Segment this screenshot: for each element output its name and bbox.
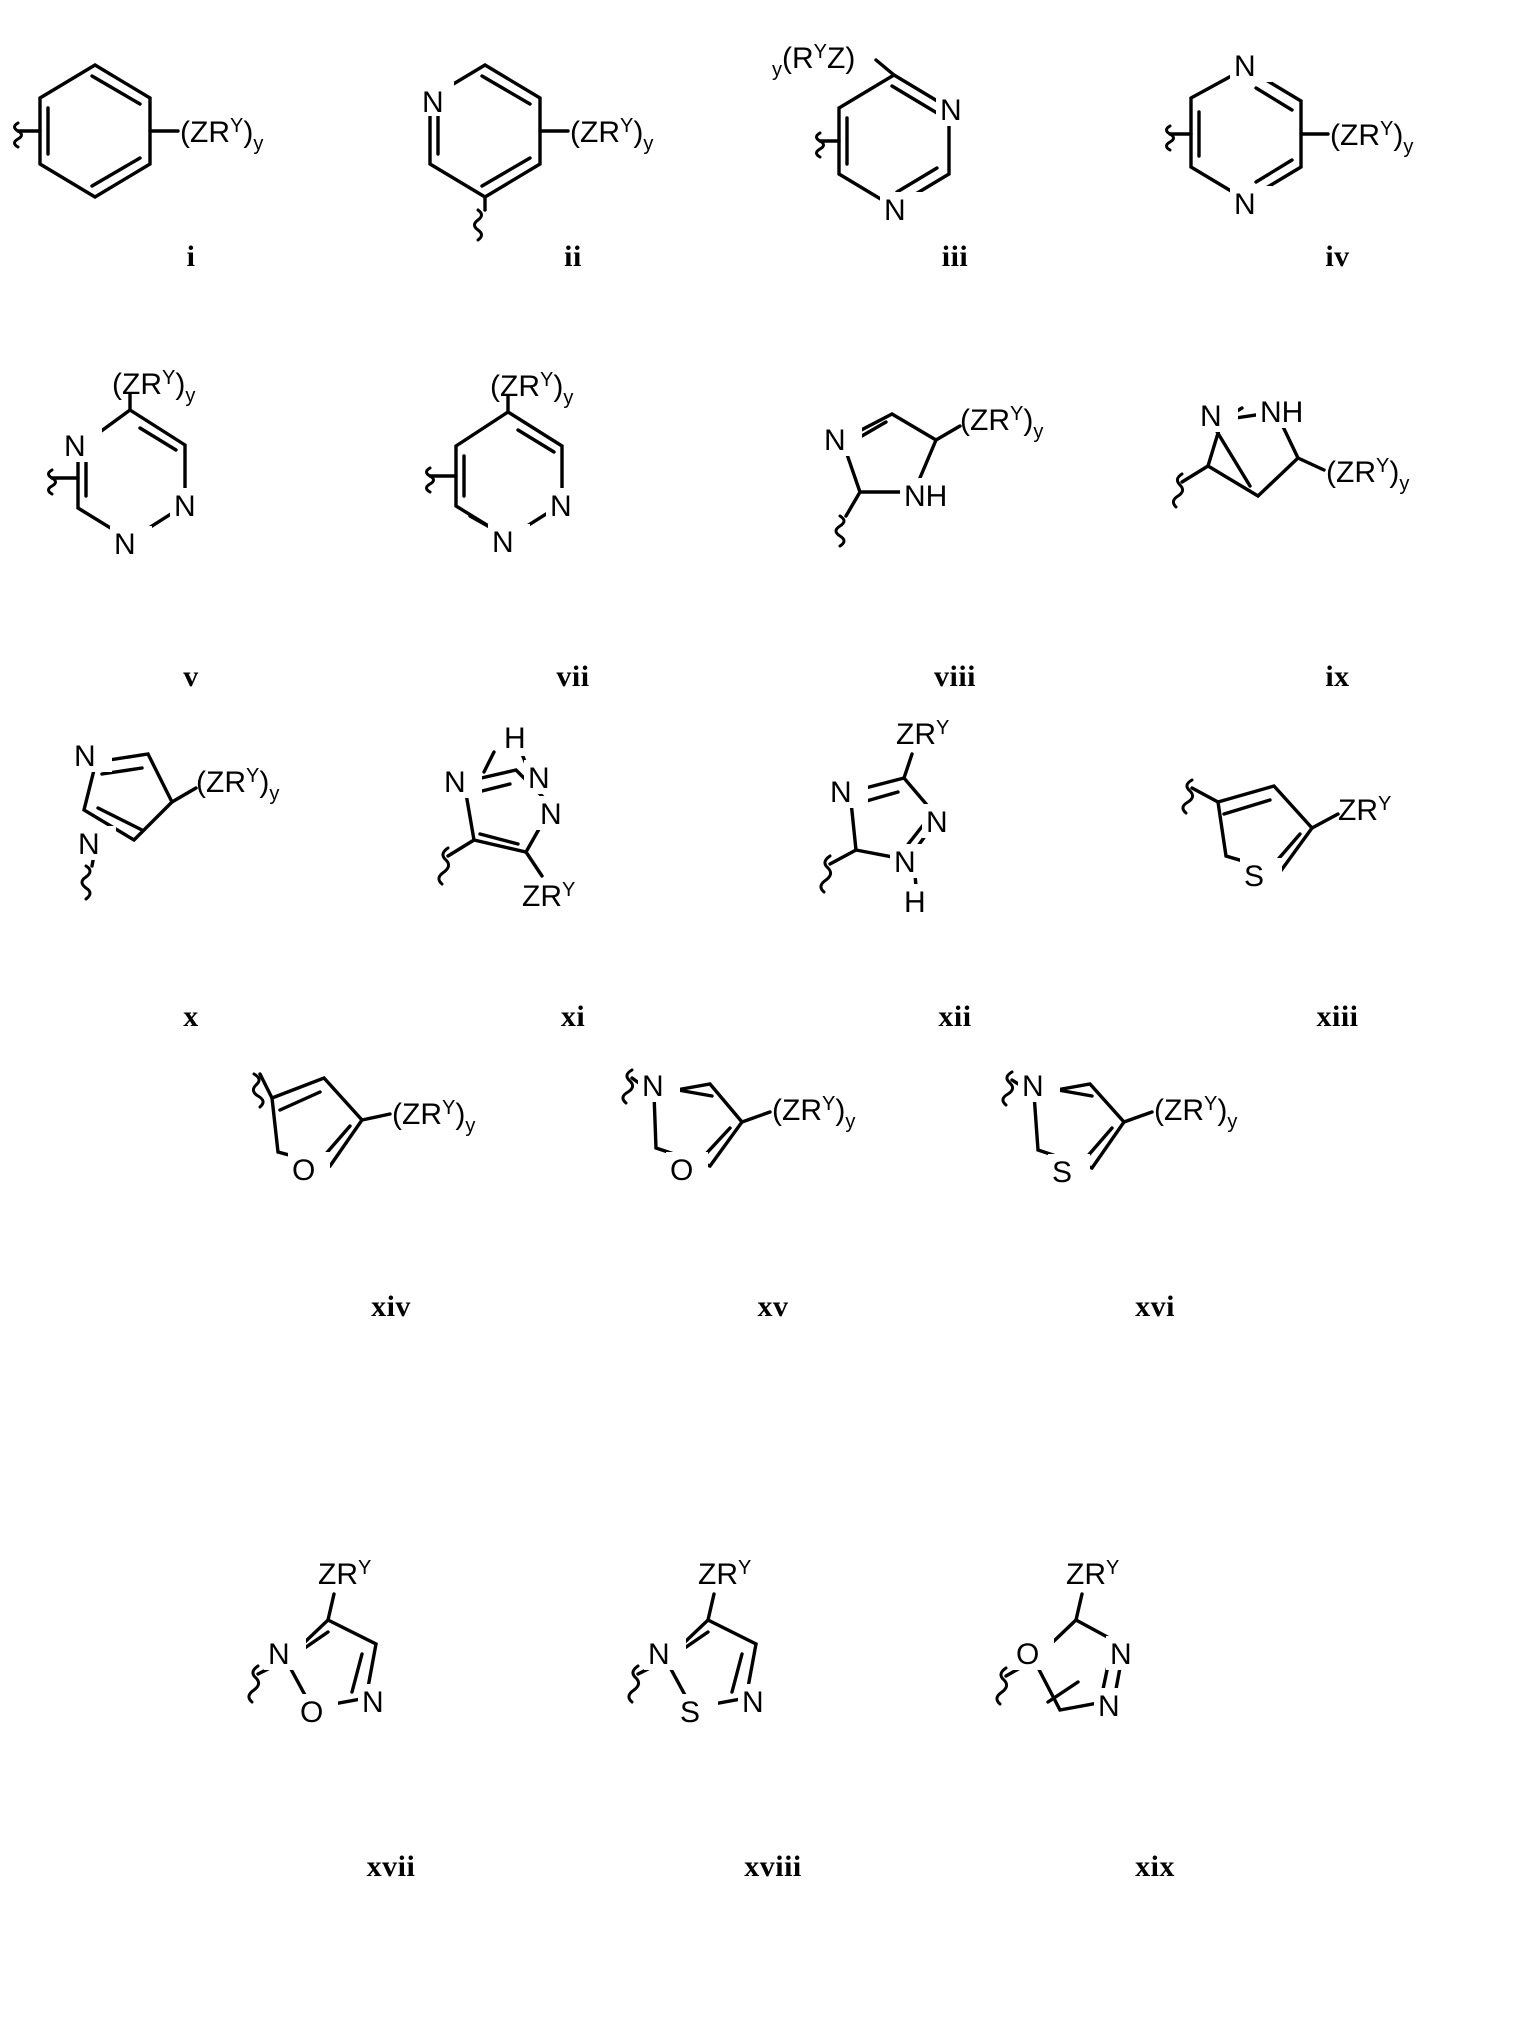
substituent-text-x: $(ZR^Y)_y$ bbox=[196, 765, 280, 805]
structure-cell-xv bbox=[582, 1030, 964, 1323]
atom-label-n: N bbox=[174, 490, 196, 523]
substituent-text-xviii: $ZR^Y$ bbox=[698, 1557, 752, 1591]
atom-label-n: N bbox=[444, 766, 466, 799]
structure-cell-xviii bbox=[582, 1557, 964, 1883]
atom-label-n: N bbox=[1110, 1638, 1132, 1671]
structure-label-i: i bbox=[186, 240, 196, 273]
atom-label-h: H bbox=[504, 722, 526, 755]
structure-row-1 bbox=[0, 20, 1529, 273]
substituent-text-xii: $ZR^Y$ bbox=[896, 717, 950, 751]
structure-cell-vii bbox=[382, 369, 764, 693]
atom-label-n: N bbox=[362, 1686, 384, 1719]
atom-label-nh: NH bbox=[1260, 396, 1304, 429]
structure-cell-viii bbox=[764, 400, 1146, 693]
structure-label-iii: iii bbox=[941, 240, 969, 273]
structure-row-3 bbox=[0, 717, 1529, 1033]
structure-cell-i bbox=[0, 20, 382, 273]
structure-drawing-ii bbox=[382, 20, 764, 250]
substituent-text-xvii: $ZR^Y$ bbox=[318, 1557, 372, 1591]
atom-label-s: S bbox=[1244, 860, 1265, 893]
substituent-text-ix: $(ZR^Y)_y$ bbox=[1326, 455, 1410, 495]
structure-cell-v bbox=[0, 367, 382, 693]
atom-label-n: N bbox=[550, 490, 572, 523]
atom-label-n: N bbox=[1234, 50, 1256, 83]
structure-label-iv: iv bbox=[1325, 240, 1350, 273]
substituent-text-xv: $(ZR^Y)_y$ bbox=[772, 1093, 856, 1133]
structure-label-vii: vii bbox=[556, 660, 590, 693]
substituent-text-ii: $(ZR^Y)_y$ bbox=[570, 115, 654, 155]
atom-label-n: N bbox=[422, 86, 444, 119]
atom-label-n: N bbox=[830, 776, 852, 809]
atom-label-n: N bbox=[648, 1638, 670, 1671]
substituent-text-iii: $_y(R^YZ)$ bbox=[772, 41, 856, 81]
structure-label-xix: xix bbox=[1135, 1850, 1175, 1883]
structure-cell-xiii bbox=[1146, 740, 1529, 1033]
structure-cell-ix bbox=[1146, 396, 1529, 693]
substituent-text-viii: $(ZR^Y)_y$ bbox=[960, 403, 1044, 443]
structure-row-2 bbox=[0, 367, 1529, 693]
structure-cell-xvii bbox=[200, 1557, 582, 1883]
atom-label-o: O bbox=[300, 1696, 324, 1729]
atom-label-o: O bbox=[670, 1154, 694, 1187]
structure-drawing-iii bbox=[764, 20, 1146, 250]
structure-drawing-xii bbox=[764, 717, 1146, 970]
structure-drawing-ix bbox=[1146, 396, 1529, 630]
structure-cell-xiv bbox=[200, 1030, 582, 1323]
atom-label-n: N bbox=[1234, 188, 1256, 221]
substituent-text-iv: $(ZR^Y)_y$ bbox=[1330, 118, 1414, 158]
row5-spacer bbox=[0, 1560, 200, 1860]
atom-label-n: N bbox=[742, 1686, 764, 1719]
structure-drawing-i bbox=[0, 20, 382, 250]
structure-label-xv: xv bbox=[757, 1290, 789, 1323]
structure-label-xvii: xvii bbox=[366, 1850, 416, 1883]
structure-drawing-xv bbox=[582, 1030, 964, 1260]
structure-cell-xix bbox=[964, 1557, 1346, 1883]
structure-row-5 bbox=[0, 1557, 1529, 1883]
atom-label-n: N bbox=[74, 740, 96, 773]
structure-label-ii: ii bbox=[564, 240, 582, 273]
structure-cell-xi bbox=[382, 722, 764, 1033]
atom-label-n: N bbox=[642, 1070, 664, 1103]
row4-spacer bbox=[0, 1030, 200, 1280]
structure-label-xviii: xviii bbox=[744, 1850, 802, 1883]
substituent-text-v: $(ZR^Y)_y$ bbox=[112, 367, 196, 407]
substituent-text-xvi: $(ZR^Y)_y$ bbox=[1154, 1093, 1238, 1133]
structure-cell-iv bbox=[1146, 20, 1529, 273]
atom-label-h: H bbox=[904, 886, 926, 919]
atom-label-n: N bbox=[114, 528, 136, 561]
structure-cell-xvi bbox=[964, 1030, 1346, 1323]
structure-drawing-xviii bbox=[582, 1557, 964, 1820]
atom-label-n: N bbox=[884, 194, 906, 227]
substituent-text-xix: $ZR^Y$ bbox=[1066, 1557, 1120, 1591]
structure-cell-iii bbox=[764, 20, 1146, 273]
structure-label-xi: xi bbox=[560, 1000, 586, 1033]
structure-drawing-viii bbox=[764, 400, 1146, 630]
structure-drawing-xi bbox=[382, 722, 764, 970]
structure-drawing-xiv bbox=[200, 1030, 582, 1260]
atom-label-n: N bbox=[78, 828, 100, 861]
atom-label-s: S bbox=[680, 1696, 701, 1729]
structure-label-xiii: xiii bbox=[1316, 1000, 1359, 1033]
structure-label-xiv: xiv bbox=[371, 1290, 411, 1323]
atom-label-n: N bbox=[1098, 1690, 1120, 1723]
structure-label-viii: viii bbox=[933, 660, 976, 693]
structure-label-ix: ix bbox=[1325, 660, 1350, 693]
structure-label-xvi: xvi bbox=[1135, 1290, 1175, 1323]
structure-label-v: v bbox=[183, 660, 199, 693]
substituent-text-i: $(ZR^Y)_y$ bbox=[180, 115, 264, 155]
atom-label-n: N bbox=[492, 526, 514, 559]
structure-cell-x bbox=[0, 740, 382, 1033]
atom-label-nh: NH bbox=[904, 480, 948, 513]
structure-cell-xii bbox=[764, 717, 1146, 1033]
atom-label-n: N bbox=[1200, 400, 1222, 433]
structure-drawing-xvii bbox=[200, 1557, 582, 1820]
structure-drawing-iv bbox=[1146, 20, 1529, 250]
structure-row-4 bbox=[0, 1030, 1529, 1323]
structure-drawing-xvi bbox=[964, 1030, 1346, 1260]
substituent-text-xiv: $(ZR^Y)_y$ bbox=[392, 1097, 476, 1137]
structure-drawing-x bbox=[0, 740, 382, 970]
structure-drawing-vii bbox=[382, 369, 764, 630]
atom-label-n: N bbox=[824, 424, 846, 457]
atom-label-n: N bbox=[940, 94, 962, 127]
substituent-text-vii: $(ZR^Y)_y$ bbox=[490, 369, 574, 409]
atom-label-n: N bbox=[528, 762, 550, 795]
structure-label-x: x bbox=[183, 1000, 199, 1033]
atom-label-o: O bbox=[1016, 1638, 1040, 1671]
structure-drawing-v bbox=[0, 367, 382, 630]
atom-label-n: N bbox=[894, 846, 916, 879]
substituent-text-xi: $ZR^Y$ bbox=[522, 879, 576, 913]
atom-label-s: S bbox=[1052, 1156, 1073, 1189]
structure-drawing-xix bbox=[964, 1557, 1346, 1820]
atom-label-n: N bbox=[1022, 1070, 1044, 1103]
atom-label-n: N bbox=[926, 806, 948, 839]
atom-label-n: N bbox=[64, 430, 86, 463]
structure-drawing-xiii bbox=[1146, 740, 1529, 970]
structure-cell-ii bbox=[382, 20, 764, 273]
atom-label-o: O bbox=[292, 1154, 316, 1187]
structure-label-xii: xii bbox=[938, 1000, 972, 1033]
atom-label-n: N bbox=[268, 1638, 290, 1671]
atom-label-n: N bbox=[540, 798, 562, 831]
substituent-text-xiii: $ZR^Y$ bbox=[1338, 793, 1392, 827]
